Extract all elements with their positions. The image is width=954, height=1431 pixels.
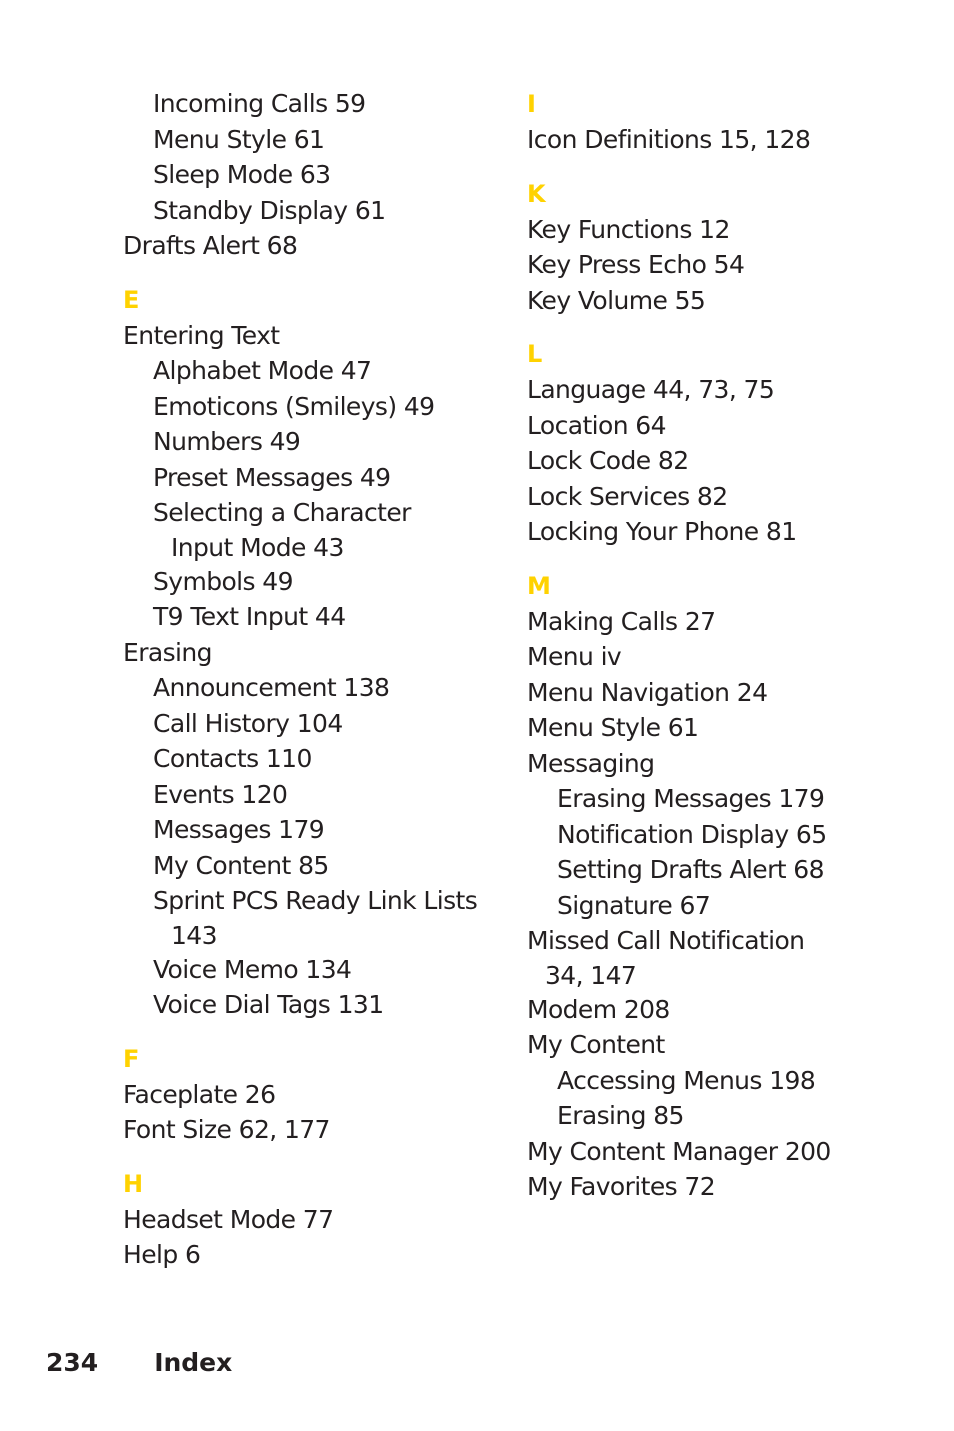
- index-entry: My Content Manager 200: [527, 1136, 831, 1166]
- index-subentry: Events 120: [153, 779, 288, 809]
- index-entry: Language 44, 73, 75: [527, 375, 775, 404]
- index-subentry: Incoming Calls 59: [153, 89, 366, 118]
- index-entry: Messaging: [527, 748, 655, 778]
- index-letter-heading: H: [123, 1169, 144, 1198]
- index-letter-heading: K: [527, 179, 546, 208]
- index-entry-continuation: Input Mode 43: [171, 532, 344, 562]
- index-letter-heading: L: [527, 340, 543, 368]
- index-subentry: Menu Style 61: [153, 124, 325, 154]
- index-entry: Entering Text: [123, 320, 280, 350]
- index-entry: Missed Call Notification: [527, 926, 805, 955]
- index-subentry: Emoticons (Smileys) 49: [153, 391, 435, 421]
- index-entry: Menu Style 61: [527, 713, 699, 742]
- index-subentry: Messages 179: [153, 815, 325, 844]
- index-subentry: Voice Memo 134: [153, 954, 352, 984]
- index-subentry: Symbols 49: [153, 566, 293, 596]
- index-entry-continuation: 34, 147: [545, 960, 637, 990]
- index-entry: Locking Your Phone 81: [527, 517, 797, 546]
- index-entry: Headset Mode 77: [123, 1204, 334, 1234]
- index-entry-continuation: 143: [171, 920, 217, 950]
- index-entry: Font Size 62, 177: [123, 1115, 330, 1144]
- index-entry: Lock Services 82: [527, 481, 728, 511]
- index-entry: My Favorites 72: [527, 1172, 715, 1201]
- index-letter-heading: I: [527, 90, 536, 118]
- index-subentry: Sprint PCS Ready Link Lists: [153, 886, 478, 915]
- index-entry: Menu iv: [527, 642, 622, 671]
- index-subentry: Notification Display 65: [557, 819, 827, 849]
- page-number: 234: [46, 1348, 99, 1377]
- index-subentry: Setting Drafts Alert 68: [557, 855, 824, 884]
- index-subentry: Voice Dial Tags 131: [153, 990, 384, 1019]
- index-entry: My Content: [527, 1030, 665, 1059]
- index-column-left: [123, 86, 503, 1273]
- index-entry: Making Calls 27: [527, 606, 716, 636]
- index-letter-heading: M: [527, 571, 551, 600]
- section-title: Index: [154, 1348, 233, 1377]
- index-entry: Modem 208: [527, 994, 670, 1024]
- index-letter-heading: F: [123, 1044, 140, 1073]
- index-subentry: Signature 67: [557, 890, 711, 920]
- index-subentry: Alphabet Mode 47: [153, 356, 372, 385]
- index-letter-heading: E: [123, 285, 140, 314]
- index-subentry: Erasing 85: [557, 1101, 684, 1130]
- index-entry: Help 6: [123, 1240, 201, 1269]
- index-subentry: Preset Messages 49: [153, 462, 391, 492]
- index-subentry: My Content 85: [153, 850, 329, 880]
- index-entry: Faceplate 26: [123, 1079, 276, 1109]
- index-entry: Erasing: [123, 637, 212, 667]
- index-subentry: Announcement 138: [153, 673, 390, 702]
- index-column-right: [527, 86, 927, 1205]
- index-entry: Lock Code 82: [527, 446, 689, 475]
- index-entry: Key Functions 12: [527, 214, 730, 244]
- index-subentry: Contacts 110: [153, 744, 312, 773]
- index-entry: Icon Definitions 15, 128: [527, 125, 811, 154]
- index-subentry: Call History 104: [153, 708, 343, 738]
- index-subentry: Erasing Messages 179: [557, 784, 825, 813]
- index-subentry: Accessing Menus 198: [557, 1065, 816, 1095]
- index-entry: Location 64: [527, 410, 666, 440]
- index-entry: Menu Navigation 24: [527, 677, 768, 707]
- index-entry: Key Volume 55: [527, 285, 706, 315]
- index-subentry: T9 Text Input 44: [153, 602, 346, 631]
- index-subentry: Sleep Mode 63: [153, 160, 331, 189]
- index-entry: Key Press Echo 54: [527, 250, 745, 279]
- index-subentry: Numbers 49: [153, 427, 301, 456]
- index-subentry: Selecting a Character: [153, 498, 411, 527]
- page-footer: [46, 1348, 232, 1377]
- index-subentry: Standby Display 61: [153, 195, 386, 225]
- index-entry: Drafts Alert 68: [123, 231, 298, 260]
